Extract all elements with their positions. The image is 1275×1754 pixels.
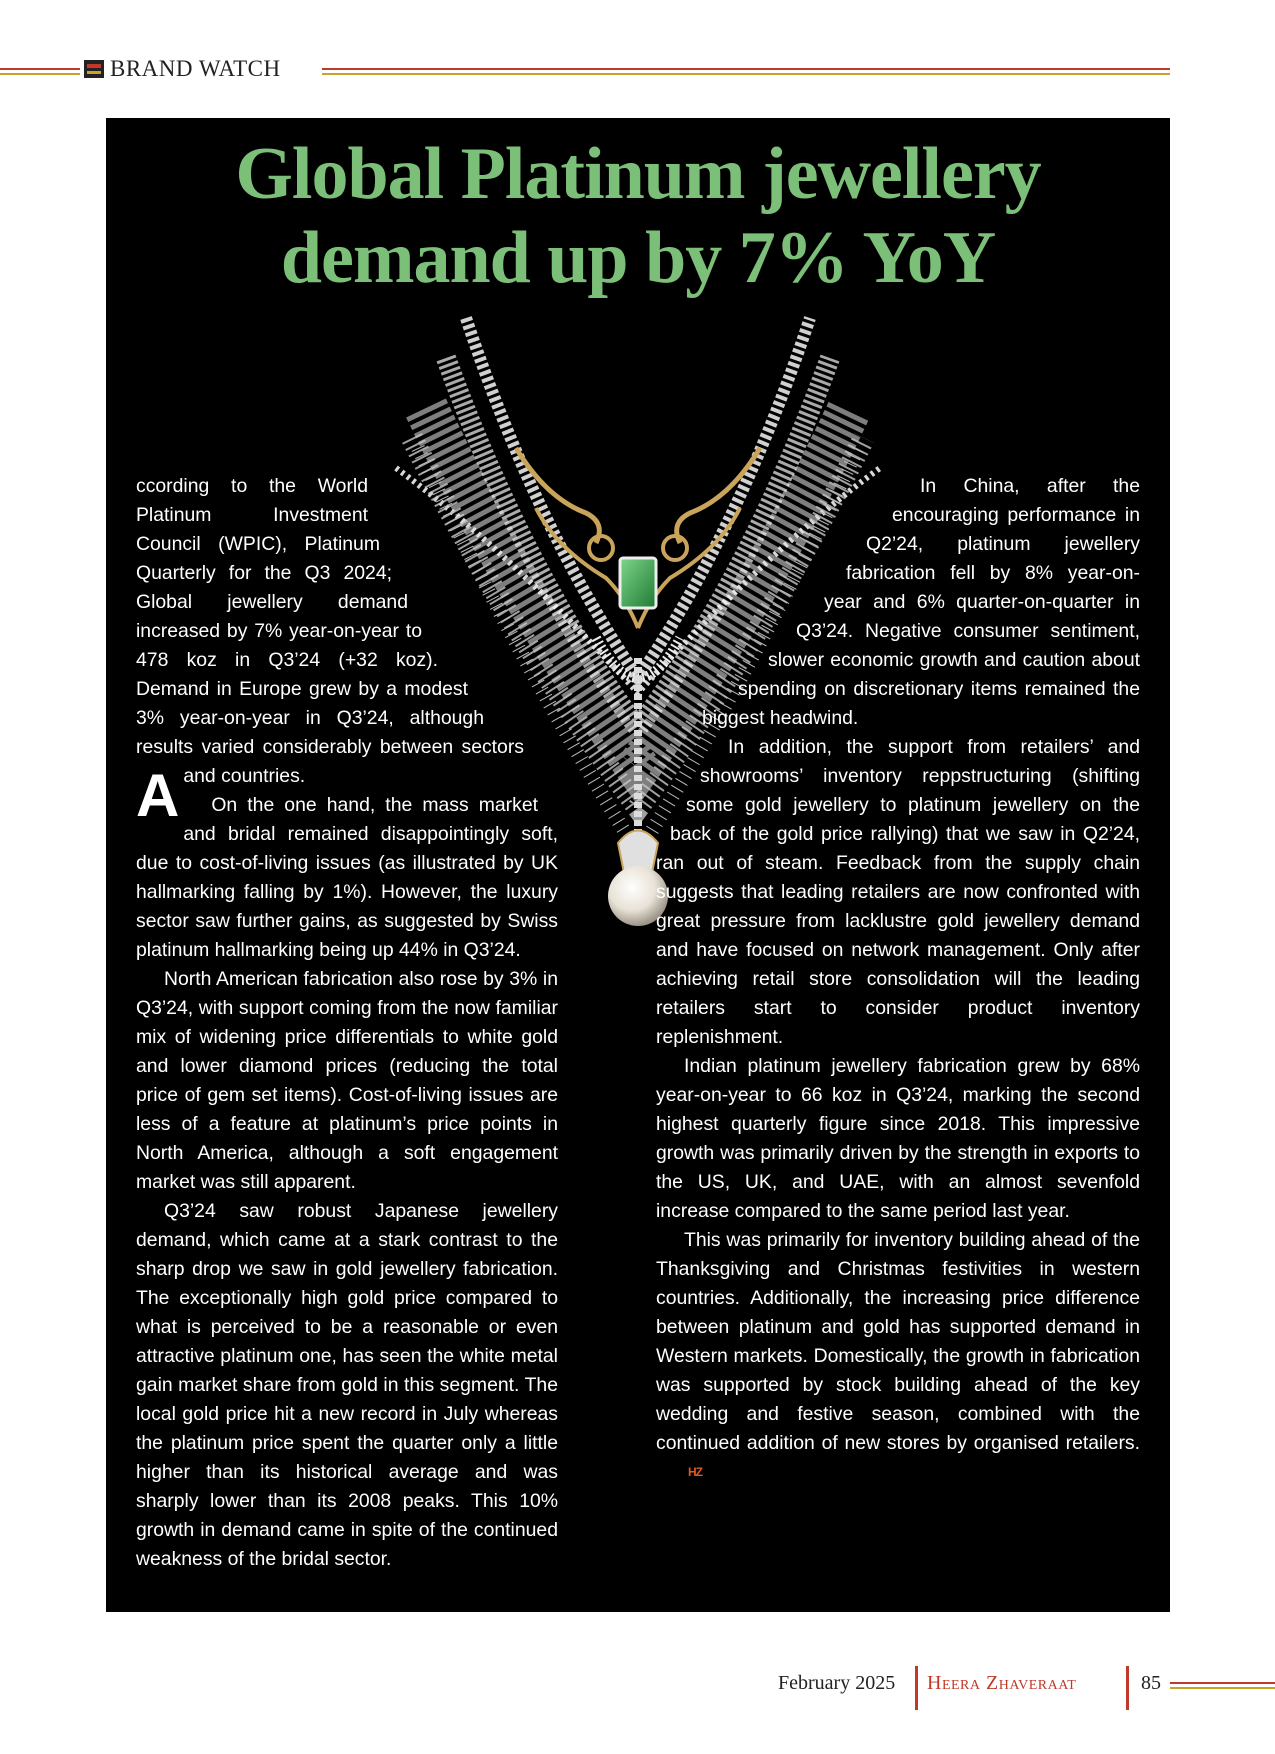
brand-watch-logo-icon [84, 60, 104, 78]
footer-divider [915, 1666, 918, 1710]
right-column [656, 472, 1140, 1487]
left-paragraph-2: On the one hand, the mass market and bridal remained disappointingly soft, due to cost-of-living issues (as illustrated by UK hallmarking falling by 1%). However, the luxury sector saw further gains, as suggested by Swiss platinum hallmarking being up 44% in Q3’24. [136, 794, 558, 961]
right-paragraph-4 [656, 1226, 1140, 1487]
left-paragraph-4: Q3’24 saw robust Japanese jewellery demand, which came at a stark contrast to the sharp drop we saw in gold jewellery fabrication. The exceptionally high gold price compared to what is perceived to be a reasonable or even attractive platinum one, has seen the white metal gain market share from gold in this segment. The local gold price hit a new record in July whereas the platinum price spent the quarter only a little higher than its historical average and was sharply lower than its 2008 peaks. This 10% growth in demand came in spite of the continued weakness of the bridal sector. [136, 1200, 558, 1570]
end-mark-icon: HZ [688, 1465, 702, 1480]
magazine-name: Heera Zhaveraat [927, 1672, 1077, 1694]
footer-divider [1126, 1666, 1129, 1710]
header-rule-right [322, 68, 1170, 75]
right-paragraph-3: Indian platinum jewellery fabrication grew by 68% year-on-year to 66 koz in Q3’24, marking the second highest quarterly figure since 2018. This impressive growth was primarily driven by the strength in exports to the US, UK, and UAE, with an almost sevenfold increase compared to the same period last year. [656, 1055, 1140, 1222]
issue-date: February 2025 [778, 1672, 896, 1694]
article-panel [106, 118, 1170, 1612]
right-paragraph-1: In China, after the encouraging performance in Q2’24, platinum jewellery fabrication fell by 8% year-on-year and 6% quarter-on-quarter in Q3’24. Negative consumer sentiment, slower economic growth and caution about spending on discretionary items remained the biggest headwind. [702, 475, 1140, 729]
right-paragraph-2: In addition, the support from retailers’ and showrooms’ inventory reppstructuring (shifting some gold jewellery to platinum jewellery on the back of the gold price rallying) that we saw in Q2’24, ran out of steam. Feedback from the supply chain suggests that leading retailers are now confronted with great pressure from lacklustre gold jewellery demand and have focused on network management. Only after achieving retail store consolidation will the leading retailers start to consider product inventory replenishment. [656, 736, 1140, 1048]
left-paragraph-1: ccording to the World Platinum Investment Council (WPIC), Platinum Quarterly for the Q3 2024; Global jewellery demand increased by 7% year-on-year to 478 koz in Q3’24 (+32 koz). Demand in Europe grew by a modest 3% year-on-year in Q3’24, although results varied considerably between sectors and countries. [136, 475, 524, 787]
header-rule-left [0, 68, 80, 75]
article-title [106, 132, 1170, 300]
right-paragraph-4-text: This was primarily for inventory building ahead of the Thanksgiving and Christmas festivities in western countries. Additionally, the increasing price difference between platinum and gold has supported demand in Western markets. Domestically, the growth in fabrication was supported by stock building ahead of the key wedding and festive season, combined with the continued addition of new stores by organised retailers. [656, 1229, 1140, 1454]
footer-rule [1170, 1682, 1275, 1689]
page-header [0, 52, 1275, 86]
left-paragraph-3: North American fabrication also rose by 3% in Q3’24, with support coming from the now familiar mix of widening price differentials to white gold and lower diamond prices (reducing the total price of gem set items). Cost-of-living issues are less of a feature at platinum’s price points in North America, although a soft engagement market was still apparent. [136, 968, 558, 1193]
left-column [136, 472, 558, 1574]
page-number: 85 [1141, 1672, 1161, 1694]
title-line-1: Global Platinum jewellery [235, 133, 1041, 215]
title-line-2: demand up by 7% YoY [280, 217, 996, 299]
page-footer [0, 1664, 1275, 1714]
section-label: BRAND WATCH [110, 56, 281, 81]
drop-cap: A [136, 762, 180, 829]
